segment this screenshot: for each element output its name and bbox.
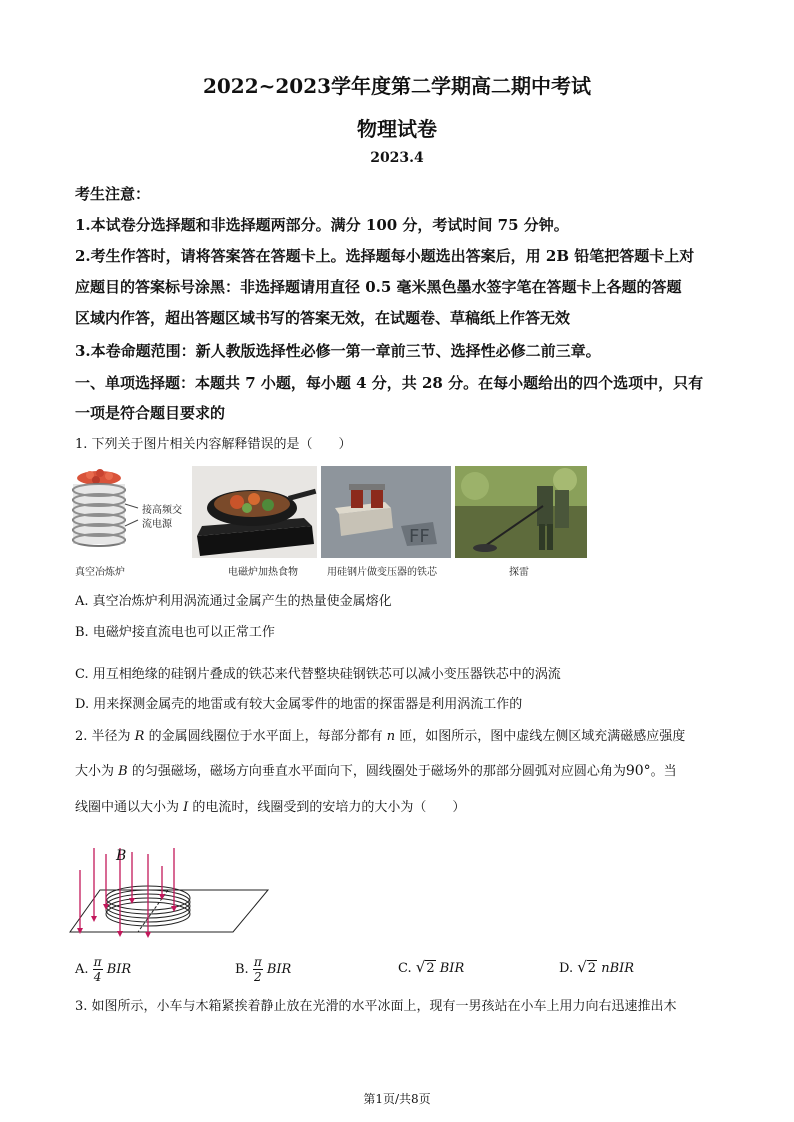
coil-label: 流电源	[142, 519, 172, 530]
question-1-stem: 1. 下列关于图片相关内容解释错误的是（ ）	[75, 437, 352, 452]
q2-option-c: C. √2 BIR	[398, 958, 465, 976]
induction-cooker-photo	[192, 466, 317, 558]
question-3-stem: 3. 如图所示，小车与木箱紧挨着静止放在光滑的水平冰面上，现有一男孩站在小车上用力向右迅速推出木	[75, 999, 677, 1014]
notice-line: 3.本卷命题范围：新人教版选择性必修一第一章前三节、选择性必修二前三章。	[75, 342, 601, 360]
fraction: $\frac{\pi}{2}$	[253, 955, 262, 984]
section-heading: 一、单项选择题：本题共 7 小题，每小题 4 分，共 28 分。在每小题给出的四个选项中，只有	[75, 374, 704, 392]
q1-option-d: D. 用来探测金属壳的地雷或有较大金属零件的地雷的探雷器是利用涡流工作的	[75, 697, 523, 712]
exam-title: 2022~2023学年度第二学期高二期中考试	[202, 74, 592, 98]
coil-label: 接高频交	[142, 505, 182, 516]
figure-caption: 真空冶炼炉	[75, 567, 125, 578]
figure-caption: 探雷	[509, 567, 529, 578]
q1-option-c: C. 用互相绝缘的硅钢片叠成的铁芯来代替整块硅钢铁芯可以减小变压器铁芯中的涡流	[75, 667, 561, 682]
vacuum-furnace-figure	[68, 466, 188, 558]
q2-option-d: D. √2 nBIR	[559, 958, 635, 976]
notice-line: 1.本试卷分选择题和非选择题两部分。满分 100 分，考试时间 75 分钟。	[75, 216, 569, 234]
fraction: $\frac{\pi}{4}$	[93, 955, 102, 984]
question-2-line-2: 大小为 B 的匀强磁场，磁场方向垂直水平面向下，圆线圈处于磁场外的那部分圆弧对应圆心角为90°。当	[75, 763, 677, 779]
figure-caption: 电磁炉加热食物	[228, 567, 298, 578]
question-2-line-3: 线圈中通以大小为 I 的电流时，线圈受到的安培力的大小为（ ）	[75, 800, 466, 815]
question-2-line-1: 2. 半径为 R 的金属圆线圈位于水平面上，每部分都有 n 匝，如图所示，图中虚线左侧区域充满磁感应强度	[75, 729, 686, 744]
notice-line: 区域内作答，超出答题区域书写的答案无效，在试题卷、草稿纸上作答无效	[75, 309, 571, 327]
notice-line: 2.考生作答时，请将答案答在答题卡上。选择题每小题选出答案后，用 2B 铅笔把答题卡上对	[75, 247, 695, 265]
section-heading-cont: 一项是符合题目要求的	[75, 404, 226, 422]
q1-option-a: A. 真空冶炼炉利用涡流通过金属产生的热量使金属熔化	[75, 594, 392, 609]
q2-option-b: B. $\frac{\pi}{2}$ BIR	[235, 955, 292, 984]
notice-line: 应题目的答案标号涂黑：非选择题请用直径 0.5 毫米黑色墨水签字笔在答题卡上各题的答题	[75, 278, 682, 296]
svg-text:FF: FF	[409, 526, 430, 547]
figure-caption: 用硅钢片做变压器的铁芯	[327, 567, 437, 578]
field-label: B	[116, 848, 127, 864]
exam-subject: 物理试卷	[357, 117, 437, 141]
magnetic-field-coil-figure	[68, 840, 278, 940]
q2-option-a: A. $\frac{\pi}{4}$ BIR	[75, 955, 132, 984]
page-number: 第1页/共8页	[363, 1092, 431, 1106]
transformer-core-photo	[321, 466, 451, 558]
mine-detector-photo	[455, 466, 587, 558]
exam-date: 2023.4	[370, 150, 424, 166]
notice-heading: 考生注意：	[75, 185, 151, 203]
q1-option-b: B. 电磁炉接直流电也可以正常工作	[75, 625, 275, 640]
